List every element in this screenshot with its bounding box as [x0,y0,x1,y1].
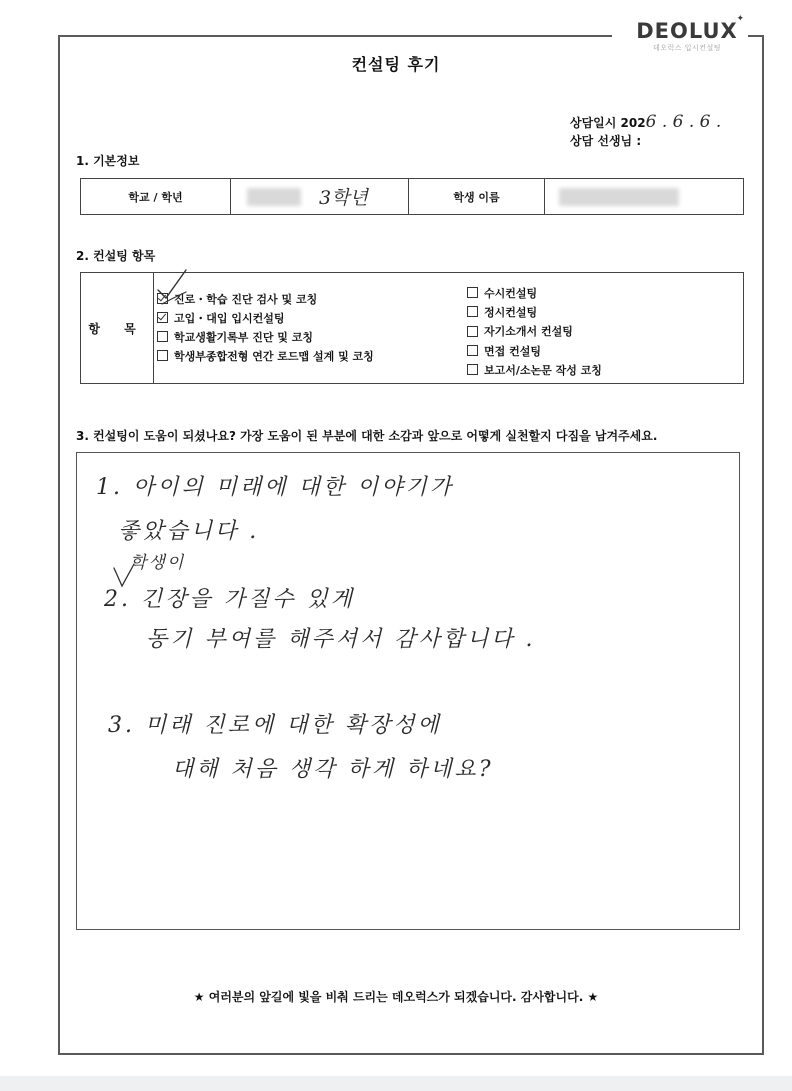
student-name-value [545,179,743,214]
option-roadmap[interactable] [157,346,374,365]
page-title: 컨설팅 후기 [351,55,441,74]
redacted-school [247,188,301,206]
redacted-name [559,188,679,206]
option-label: 면접 컨설팅 [484,344,541,358]
school-grade-value [231,179,409,214]
left-options [157,289,374,365]
option-label: 학생부종합전형 연간 로드맵 설계 및 코칭 [174,349,374,363]
brand-logo [628,14,746,53]
logo-subtitle: 데오럭스 입시컨설팅 [652,44,722,52]
date-label: 상담일시 202 [570,116,646,130]
date-handwritten: 6 . 6 . 6 . [645,112,722,132]
school-grade-label: 학교 / 학년 [81,179,231,214]
checkbox[interactable] [467,364,478,375]
option-interview[interactable] [467,341,602,360]
handwriting-line: 동기 부여를 해주셔서 감사합니다 . [146,627,536,652]
teacher-label: 상담 선생님 : [570,134,642,148]
checkbox[interactable] [157,331,168,342]
section2-title: 2. 컨설팅 항목 [76,249,156,263]
option-report[interactable] [467,360,602,379]
handwriting-line: 대해 처음 생각 하게 하네요? [172,757,494,782]
option-school-record[interactable] [157,327,374,346]
option-label: 고입・대입 입시컨설팅 [174,311,285,325]
checkbox[interactable] [467,287,478,298]
student-name-label: 학생 이름 [409,179,545,214]
section3-title: 3. 컨설팅이 도움이 되셨나요? 가장 도움이 된 부분에 대한 소감과 앞으로 어떻게 실천할지 다짐을 남겨주세요. [76,429,658,443]
checkbox[interactable] [467,345,478,356]
option-label: 진로・학습 진단 검사 및 코칭 [174,292,318,306]
option-self-intro[interactable] [467,322,602,341]
option-susi[interactable] [467,283,602,302]
checkbox-checked[interactable] [157,312,168,323]
option-label: 정시컨설팅 [484,305,538,319]
right-options [467,283,602,379]
scan-edge [0,1076,792,1091]
option-label: 보고서/소논문 작성 코칭 [484,363,602,377]
option-label: 학교생활기록부 진단 및 코칭 [174,330,313,344]
section1-title: 1. 기본정보 [76,154,140,168]
handwriting-line: 좋았습니다 . [118,519,260,544]
consult-date [570,112,721,132]
option-jeongsi[interactable] [467,302,602,321]
grade-handwritten: 3학년 [319,187,368,209]
checkbox[interactable] [467,306,478,317]
handwriting-line: 3. 미래 진로에 대한 확장성에 [108,713,442,738]
option-career-learning[interactable] [157,289,374,308]
option-label: 수시컨설팅 [484,286,538,300]
star-icon: ✦ [736,14,744,24]
basic-info-table [80,178,744,215]
option-label: 자기소개서 컨설팅 [484,325,573,339]
footer-message: ★ 여러분의 앞길에 빛을 비춰 드리는 데오럭스가 되겠습니다. 감사합니다. ★ [193,990,599,1004]
handwriting-line: 2. 긴장을 가질수 있게 [104,587,355,612]
pen-check-icon [78,268,188,308]
option-admission[interactable] [157,308,374,327]
handwriting-insert: 학생이 [130,553,186,573]
teacher-field [570,132,641,149]
items-row-label: 항 목 [81,273,154,383]
handwriting-line: 1. 아이의 미래에 대한 이야기가 [96,475,454,500]
checkbox[interactable] [157,350,168,361]
checkbox[interactable] [467,326,478,337]
logo-wordmark: DEOLUX [636,19,738,43]
